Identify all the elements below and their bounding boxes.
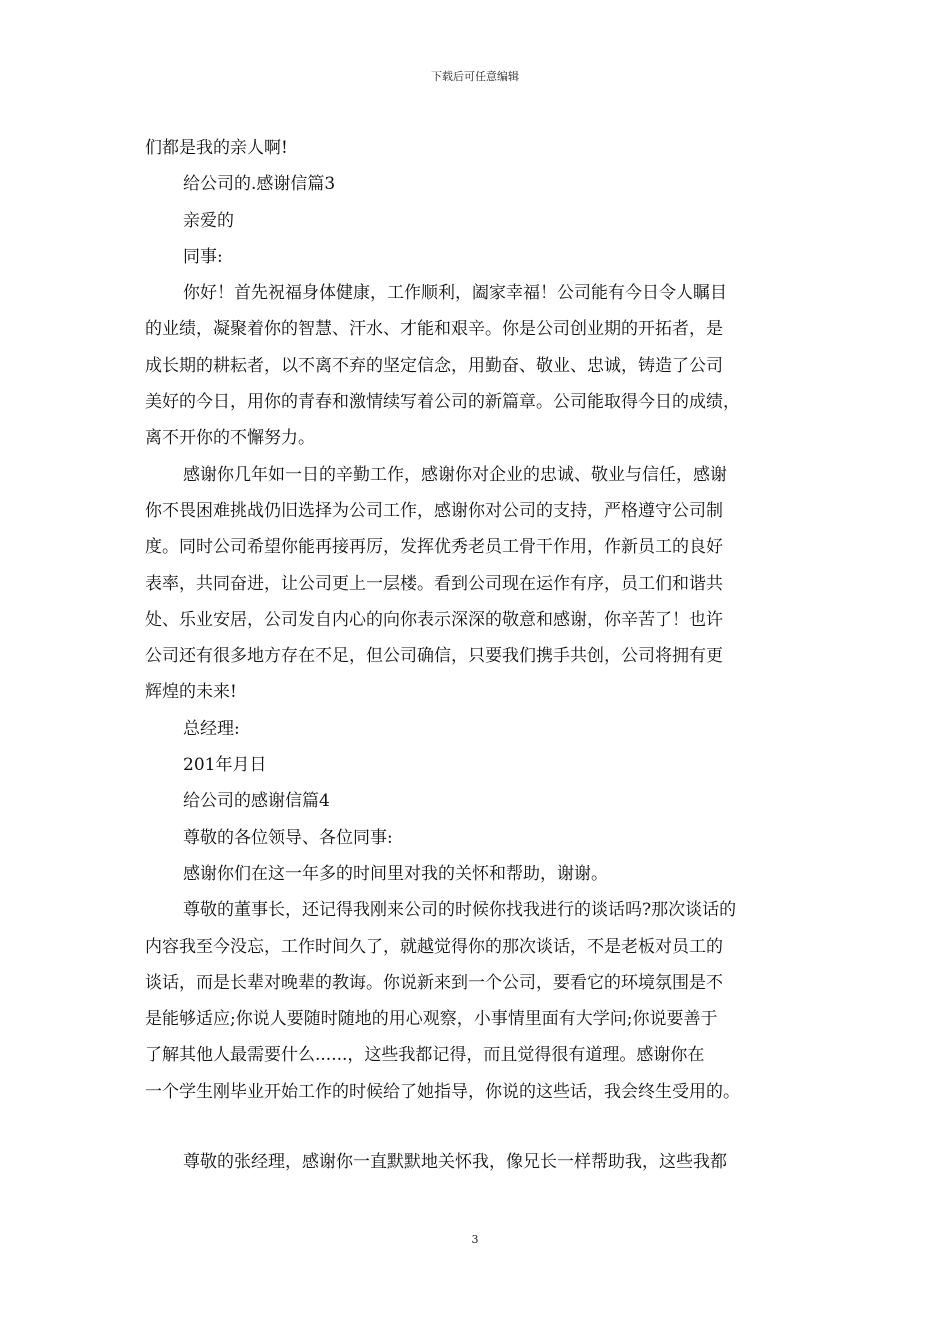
paragraph-line: 感谢你们在这一年多的时间里对我的关怀和帮助，谢谢。 [183, 863, 608, 884]
signature: 总经理: [183, 718, 240, 739]
paragraph-line: 度。同时公司希望你能再接再厉，发挥优秀老员工骨干作用，作新员工的良好 [145, 537, 723, 558]
paragraph-line: 你不畏困难挑战仍旧选择为公司工作，感谢你对公司的支持，严格遵守公司制 [145, 500, 723, 521]
paragraph-line: 感谢你几年如一日的辛勤工作，感谢你对企业的忠诚、敬业与信任，感谢 [183, 464, 727, 485]
paragraph-line: 美好的今日，用你的青春和激情续写着公司的新篇章。公司能取得今日的成绩， [145, 392, 740, 413]
paragraph-line: 公司还有很多地方存在不足，但公司确信，只要我们携手共创，公司将拥有更 [145, 646, 723, 667]
page-number: 3 [471, 1233, 479, 1246]
text-line: 们都是我的亲人啊! [145, 138, 288, 158]
salutation: 尊敬的各位领导、各位同事: [183, 827, 393, 848]
section-heading: 给公司的感谢信篇4 [183, 791, 330, 812]
date-line: 201年月日 [183, 755, 267, 776]
salutation: 亲爱的 [183, 210, 234, 231]
paragraph-line: 是能够适应;你说人要随时随地的用心观察，小事情里面有大学问;你说要善于 [145, 1009, 718, 1030]
section-heading: 给公司的.感谢信篇3 [183, 174, 336, 195]
paragraph-gap [145, 1110, 825, 1144]
paragraph-line: 谈话，而是长辈对晚辈的教诲。你说新来到一个公司，要看它的环境氛围是不 [145, 972, 723, 993]
page-header: 下载后可任意编辑 [431, 70, 519, 83]
paragraph-line: 内容我至今没忘，工作时间久了，就越觉得你的那次谈话，不是老板对员工的 [145, 936, 723, 957]
paragraph-line: 尊敬的张经理，感谢你一直默默地关怀我，像兄长一样帮助我，这些我都 [183, 1152, 727, 1173]
paragraph-line: 的业绩，凝聚着你的智慧、汗水、才能和艰辛。你是公司创业期的开拓者，是 [145, 319, 723, 340]
paragraph-line: 尊敬的董事长，还记得我刚来公司的时候你找我进行的谈话吗?那次谈话的 [183, 900, 737, 921]
paragraph-line: 辉煌的未来! [145, 682, 237, 703]
paragraph-line: 离不开你的不懈努力。 [145, 428, 315, 449]
paragraph-line: 表率，共同奋进，让公司更上一层楼。看到公司现在运作有序，员工们和谐共 [145, 573, 723, 594]
paragraph-line: 你好！首先祝福身体健康，工作顺利，阖家幸福！公司能有今日令人瞩目 [183, 283, 727, 304]
document-body [145, 130, 825, 1180]
paragraph-line: 处、乐业安居，公司发自内心的向你表示深深的敬意和感谢，你辛苦了！也许 [145, 609, 723, 630]
salutation: 同事: [183, 246, 223, 267]
paragraph-line: 了解其他人最需要什么......，这些我都记得，而且觉得很有道理。感谢你在 [145, 1045, 705, 1066]
paragraph-line: 成长期的耕耘者，以不离不弃的坚定信念，用勤奋、敬业、忠诚，铸造了公司 [145, 355, 723, 376]
paragraph-line: 一个学生刚毕业开始工作的时候给了她指导，你说的这些话，我会终生受用的。 [145, 1081, 740, 1102]
